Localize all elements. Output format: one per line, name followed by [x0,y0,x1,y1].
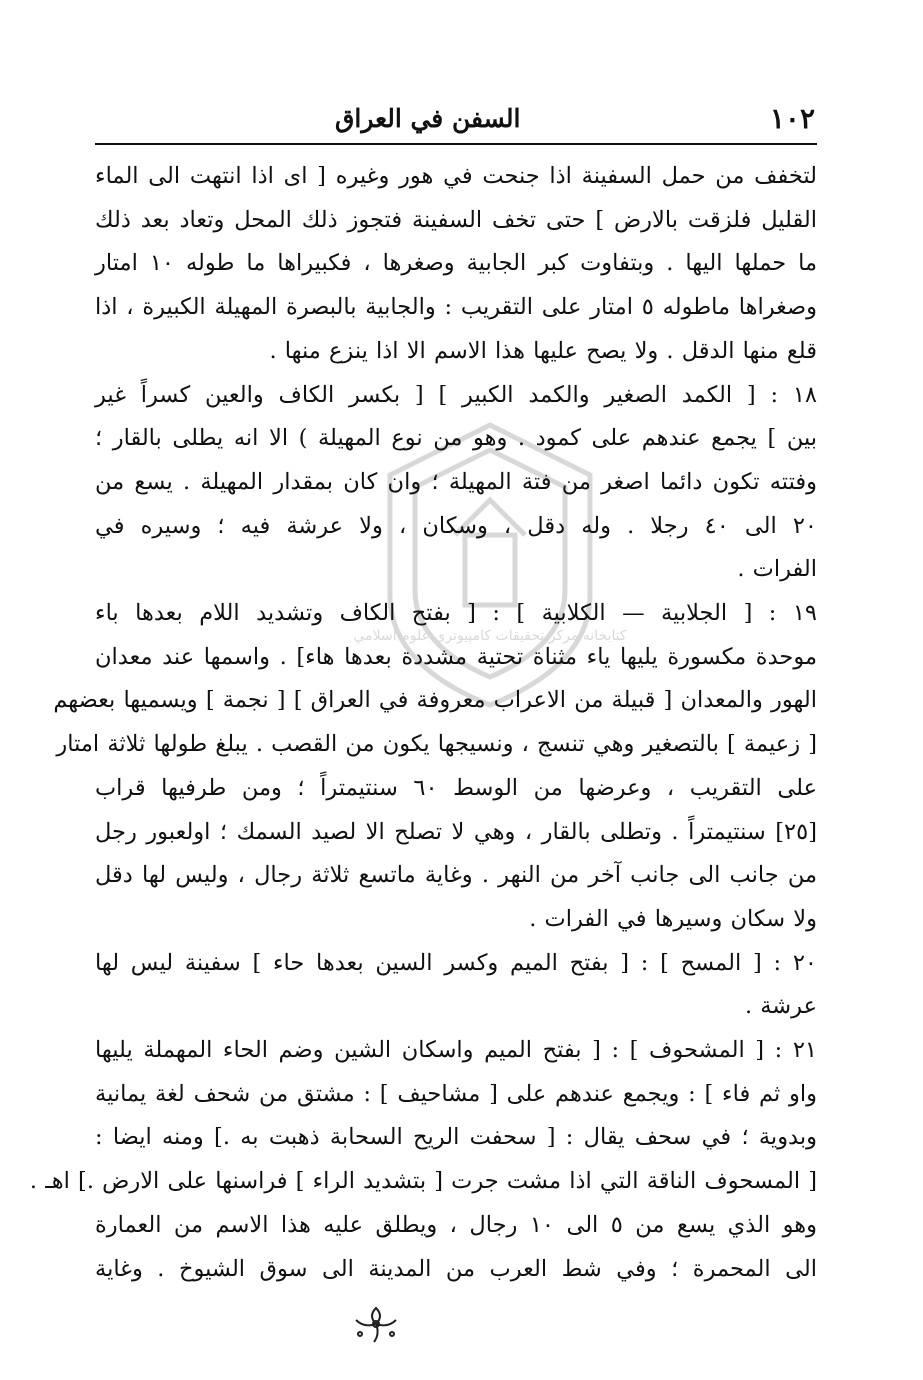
text-line: قلع منها الدقل . ولا يصح عليها هذا الاسم الا اذا ينزع منها . [269,337,817,364]
text-line: من جانب الى جانب آخر من النهر . وغاية ماتسع ثلاثة رجال ، وليس لها دقل [95,862,817,889]
running-title: السفن في العراق [335,103,521,133]
floral-ornament-icon [344,1302,408,1346]
text-line: ما حملها اليها . وبتفاوت كبر الجابية وصغرها ، فكبيراها ما طوله ١٠ امتار [95,250,818,277]
text-line: وبدوية ؛ في سحف يقال : [ سحفت الريح السحابة ذهبت به .] ومنه ايضا : [95,1124,817,1151]
watermark-text: كتابخانه مركز تحقيقات كامپيوتري علوم اسلامي [353,628,627,644]
text-line: [ المسحوف الناقة التي اذا مشت جرت [ بتشديد الراء ] فراسنها على الارض .] اهـ . [29,1168,817,1195]
text-line: وفتته تكون دائما اصغر من فتة المهيلة ؛ وان كان بمقدار المهيلة . يسع من [95,468,817,495]
text-line: القليل فلزقت بالارض ] حتى تخف السفينة فتجوز ذلك المحل وتعاد بعد ذلك [95,206,817,233]
page-header [95,98,815,138]
text-line: [٢٥] سنتيمتراً . وتطلى بالقار ، وهي لا تصلح الا لصيد السمك ؛ اولعبور رجل [95,818,817,845]
text-line: الهور والمعدان [ قبيلة من الاعراب معروفة في العراق ] [ نجمة ] ويسميها بعضهم [53,687,817,714]
paragraph [95,942,817,1029]
text-line: عرشة . [744,993,817,1020]
paragraph [53,592,817,942]
text-line: ولا سكان وسيرها في الفرات . [529,905,817,932]
text-line: ٢١ : [ المشحوف ] : [ بفتح الميم واسكان الشين وضم الحاء المهملة يليها [95,1037,817,1064]
text-line: على التقريب ، وعرضها من الوسط ٦٠ سنتيمتراً ؛ ومن طرفيها قراب [95,774,817,801]
header-rule [95,143,817,145]
text-line: لتخفف من حمل السفينة اذا جنحت في هور وغيره [ اى اذا انتهت الى الماء [95,163,817,189]
text-line: موحدة مكسورة يليها ياء مثناة تحتية مشددة بعدها هاء] . واسمها عند معدان [95,643,817,670]
text-line: ٢٠ الى ٤٠ رجلا . وله دقل ، وسكان ، ولا عرشة فيه ؛ وسيره في [95,512,817,539]
paragraph [29,1029,817,1291]
text-line: الفرات . [737,556,817,583]
text-line: بين ] يجمع عندهم على كمود . وهو من نوع المهيلة ) الا انه يطلى بالقار ؛ [95,425,817,452]
paragraph [95,155,817,374]
text-line: ١٨ : [ الكمد الصغير والكمد الكبير ] [ بكسر الكاف والعين كسراً غير [95,381,817,408]
text-line: وصغراها ماطوله ٥ امتار على التقريب : والجابية بالبصرة المهيلة الكبيرة ، اذا [95,294,818,321]
text-line: [ زعيمة ] بالتصغير وهي تنسج ، ونسيجها يكون من القصب . يبلغ طولها ثلاثة امتار [56,731,817,758]
text-line: ١٩ : [ الجلابية — الكلابية ] : [ بفتح الكاف وتشديد اللام بعدها باء [95,600,817,627]
page-number: ١٠٢ [769,101,815,135]
text-line: الى المحمرة ؛ وفي شط العرب من المدينة الى سوق الشيوخ . وغاية [95,1255,817,1282]
text-line: واو ثم فاء ] : ويجمع عندهم على [ مشاحيف ] : مشتق من شحف لغة يمانية [95,1080,817,1107]
text-line: ٢٠ : [ المسح ] : [ بفتح الميم وكسر السين بعدها حاء ] سفينة ليس لها [95,949,817,976]
body-text [29,155,818,1291]
text-line: وهو الذي يسع من ٥ الى ١٠ رجال ، ويطلق عليه هذا الاسم من العمارة [95,1211,817,1238]
paragraph [95,374,817,593]
